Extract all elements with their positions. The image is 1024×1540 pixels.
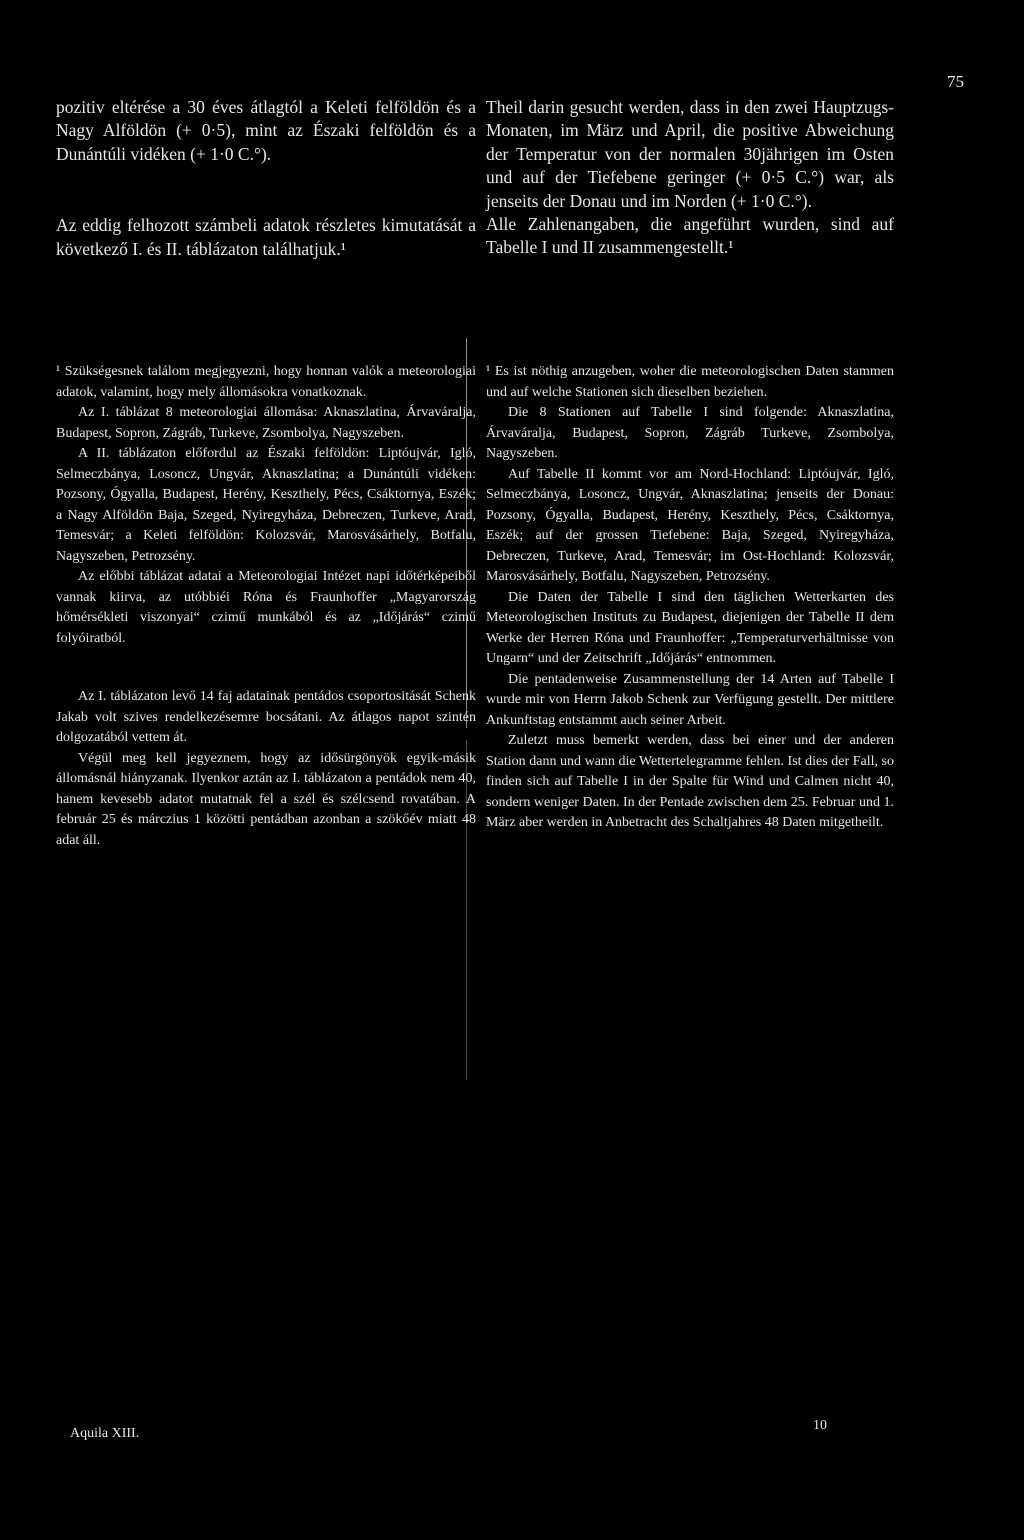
page-number: 75 [947, 72, 964, 91]
left-note-5: Az I. táblázaton levő 14 faj adatainak pentádos csoportositását Schenk Jakab volt szives rendelkezésemre bocsátani. Az átlagos napot szintén dolgozatából vettem át. [56, 689, 476, 745]
left-note-6: Végül meg kell jegyeznem, hogy az idősürgönyök egyik-másik állomásnál hiányzanak. Ilyenkor aztán az I. táblázaton a pentádok nem 40, hanem kevesebb adatot mutatnak fel a szél és szélcsend rovatában. A február 25 és márczius 1 közötti pentádban azonban a szökőév miatt 48 adat áll. [56, 750, 476, 848]
left-note-4: Az előbbi táblázat adatai a Meteorologiai Intézet napi időtérképeiből vannak kiirva, az utóbbiéi Róna és Fraunhoffer „Magyarország hőmérsékleti viszonyai“ czimű munkából és az „Időjárás“ czimű folyóiratból. [56, 569, 476, 646]
left-note-3: A II. táblázaton előfordul az Északi felföldön: Liptóujvár, Igló, Selmeczbánya, Losoncz, Ungvár, Aknaszlatina; a Dunántúli vidéken: Pozsony, Ógyalla, Budapest, Herény, Keszthely, Pécs, Csáktornya, Eszék; a Nagy Alföldön Baja, Szeged, Nyiregyháza, Debreczen, Turkeve, Arad, Temesvár; a Keleti felföldön: Kolozsvár, Marosvásárhely, Botfalu, Nagyszeben, Petrozsény. [56, 446, 476, 564]
right-note-3: Auf Tabelle II kommt vor am Nord-Hochland: Liptóujvár, Igló, Selmeczbánya, Losoncz, Ungvár, Aknaszlatina; jenseits der Donau: Pozsony, Ógyalla, Budapest, Herény, Keszthely, Pécs, Csáktornya, Eszék; auf der grossen Tiefebene: Baja, Szeged, Nyiregyháza, Debreczen, Turkeve, Arad, Temesvár; im Ost-Hochland: Kolozsvár, Marosvásárhely, Botfalu, Nagyszeben, Petrozsény. [486, 466, 894, 584]
right-note-5: Die pentadenweise Zusammenstellung der 14 Arten auf Tabelle I wurde mir von Herrn Jakob Schenk zur Verfügung gestellt. Der mittlere Ankunftstag entstammt auch seiner Arbeit. [486, 671, 894, 728]
journal-footer: Aquila XIII. [70, 1426, 140, 1441]
right-note-6: Zuletzt muss bemerkt werden, dass bei einer und der anderen Station dann und wann die Wettertelegramme fehlen. Ist dies der Fall, so finden sich auf Tabelle I in der Spalte für Wind und Calmen nicht 40, sondern weniger Daten. In der Pentade zwischen dem 25. Februar und 1. März aber werden in Anbetracht des Schaltjahres 48 Daten mitgetheilt. [486, 733, 894, 830]
right-footnotes [486, 362, 894, 834]
left-main-paragraph-2: Az eddig felhozott számbeli adatok részletes kimutatását a következő I. és II. táblázaton találhatjuk.¹ [56, 215, 476, 259]
signature-number: 10 [813, 1418, 827, 1433]
left-footnotes [56, 362, 476, 851]
right-note-2: Die 8 Stationen auf Tabelle I sind folgende: Aknaszlatina, Árvaváralja, Budapest, Sopron, Zágráb Turkeve, Zsombolya, Nagyszeben. [486, 405, 894, 461]
right-main-paragraph-2: Alle Zahlenangaben, die angeführt wurden, sind auf Tabelle I und II zusammengestellt.¹ [486, 214, 894, 258]
left-main-text [56, 96, 476, 261]
right-note-4: Die Daten der Tabelle I sind den täglichen Wetterkarten des Meteorologischen Instituts zu Budapest, diejenigen der Tabelle II dem Werke der Herren Róna und Fraunhoffer: „Temperaturverhältnisse von Ungarn“ und der Zeitschrift „Időjárás“ entnommen. [486, 589, 894, 666]
left-note-1: ¹ Szükségesnek találom megjegyezni, hogy honnan valók a meteorologiai adatok, valamint, hogy mely állomásokra vonatkoznak. [56, 364, 476, 400]
right-note-1: ¹ Es ist nöthig anzugeben, woher die meteorologischen Daten stammen und auf welche Stationen sich dieselben beziehen. [486, 364, 894, 400]
right-main-text [486, 96, 894, 260]
left-main-paragraph-1: pozitiv eltérése a 30 éves átlagtól a Keleti felföldön és a Nagy Alföldön (+ 0·5), mint az Északi felföldön és a Dunántúli vidéken (+ 1·0 C.°). [56, 97, 476, 164]
left-note-2: Az I. táblázat 8 meteorologiai állomása: Aknaszlatina, Árvaváralja, Budapest, Sopron, Zágráb, Turkeve, Zsombolya, Nagyszeben. [56, 405, 476, 441]
right-main-paragraph-1: Theil darin gesucht werden, dass in den zwei Hauptzugs-Monaten, im März und April, die positive Abweichung der Temperatur von der normalen 30jährigen im Osten und auf der Tiefebene geringer (+ 0·5 C.°) war, als jenseits der Donau und im Norden (+ 1·0 C.°). [486, 97, 894, 211]
